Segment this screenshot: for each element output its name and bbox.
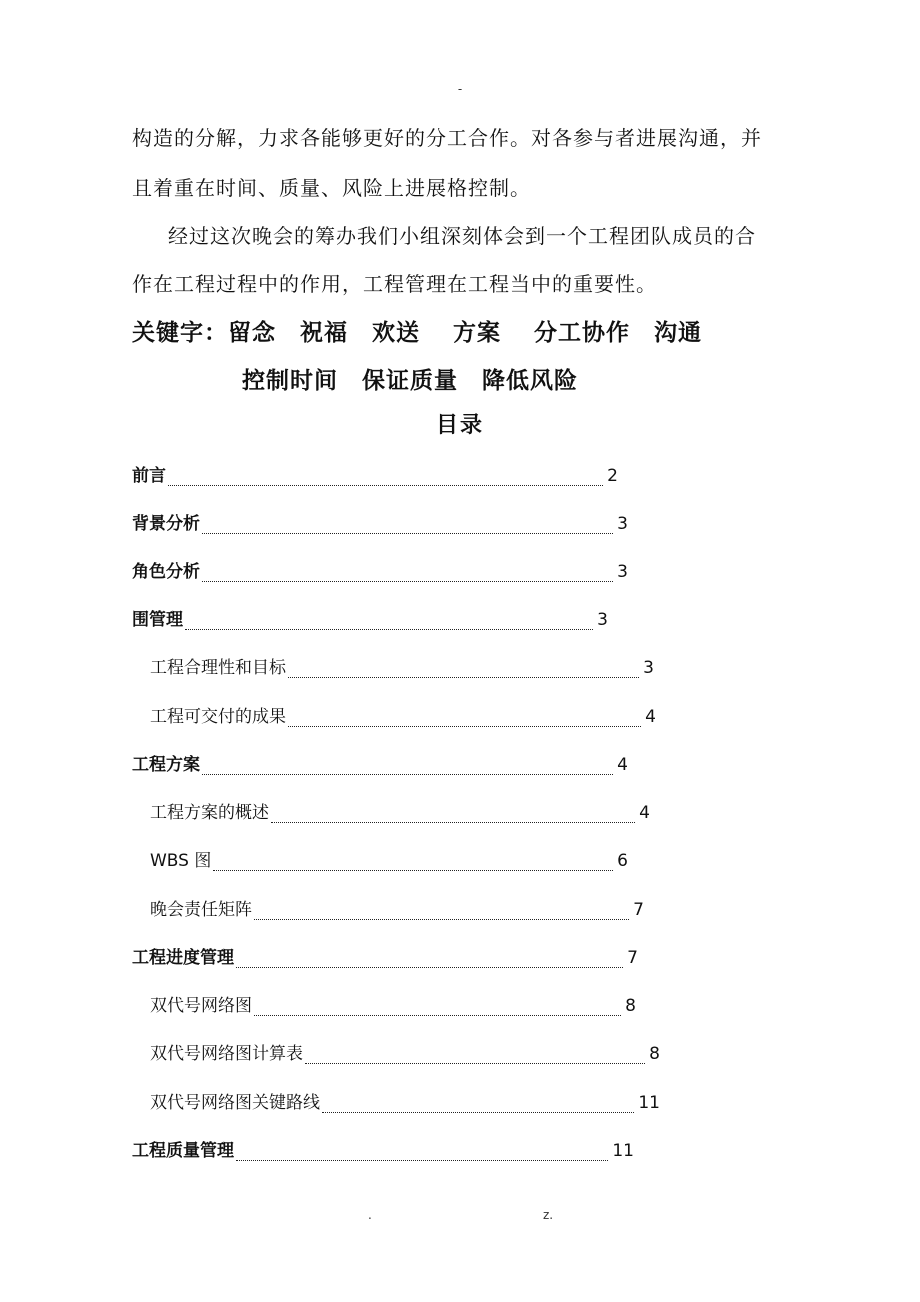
- toc-entry[interactable]: [150, 1039, 660, 1063]
- keywords-line: 控制时间 保证质量 降低风险: [242, 368, 578, 394]
- toc-leader-dots: [288, 661, 639, 678]
- toc-entry[interactable]: [150, 798, 650, 822]
- toc-leader-dots: [213, 854, 613, 871]
- toc-leader-dots: [202, 565, 613, 582]
- toc-leader-dots: [236, 1144, 608, 1161]
- toc-entry[interactable]: [150, 846, 628, 870]
- toc-entry[interactable]: [150, 895, 644, 919]
- footer-left-mark: .: [368, 1208, 372, 1222]
- body-paragraph-line: 构造的分解，力求各能够更好的分工合作。对各参与者进展沟通，并: [132, 126, 762, 150]
- toc-entry[interactable]: [150, 1088, 660, 1112]
- toc-entry-label: 角色分析: [132, 562, 200, 582]
- toc-entry-page: 3: [617, 514, 628, 534]
- toc-leader-dots: [288, 710, 641, 727]
- toc-entry[interactable]: [132, 943, 638, 967]
- toc-entry-page: 11: [638, 1093, 660, 1113]
- toc-entry[interactable]: [150, 653, 654, 677]
- toc-entry-label: 工程方案: [132, 755, 200, 775]
- body-paragraph-line: 且着重在时间、质量、风险上进展格控制。: [132, 176, 531, 200]
- toc-entry-page: 3: [617, 562, 628, 582]
- toc-entry[interactable]: [132, 605, 608, 629]
- toc-entry-page: 8: [649, 1044, 660, 1064]
- toc-title: 目录: [435, 413, 484, 438]
- toc-leader-dots: [305, 1047, 645, 1064]
- toc-leader-dots: [168, 469, 603, 486]
- toc-leader-dots: [236, 951, 623, 968]
- toc-entry-page: 7: [627, 948, 638, 968]
- toc-entry-label: 前言: [132, 466, 166, 486]
- toc-entry[interactable]: [132, 557, 628, 581]
- toc-entry-page: 2: [607, 466, 618, 486]
- toc-entry-label: 工程质量管理: [132, 1141, 234, 1161]
- toc-entry-page: 6: [617, 851, 628, 871]
- toc-leader-dots: [202, 758, 613, 775]
- toc-entry-label: 工程进度管理: [132, 948, 234, 968]
- toc-entry-label: 晚会责任矩阵: [150, 900, 252, 920]
- toc-entry-page: 7: [633, 900, 644, 920]
- toc-entry-page: 3: [597, 610, 608, 630]
- toc-entry[interactable]: [132, 461, 618, 485]
- toc-entry[interactable]: [150, 991, 636, 1015]
- toc-entry[interactable]: [132, 750, 628, 774]
- footer-right-mark: z.: [543, 1208, 554, 1222]
- toc-leader-dots: [254, 999, 621, 1016]
- toc-entry-label: 工程合理性和目标: [150, 658, 286, 678]
- toc-entry-label: 双代号网络图: [150, 996, 252, 1016]
- toc-entry-label: 双代号网络图关键路线: [150, 1093, 320, 1113]
- toc-entry-page: 4: [617, 755, 628, 775]
- toc-entry-label: 工程可交付的成果: [150, 707, 286, 727]
- toc-entry-label: 双代号网络图计算表: [150, 1044, 303, 1064]
- toc-entry[interactable]: [132, 509, 628, 533]
- toc-leader-dots: [254, 903, 629, 920]
- toc-leader-dots: [271, 806, 635, 823]
- toc-entry-page: 3: [643, 658, 654, 678]
- toc-entry[interactable]: [132, 1136, 634, 1160]
- body-paragraph-line: 经过这次晚会的筹办我们小组深刻体会到一个工程团队成员的合: [168, 224, 756, 248]
- body-paragraph-line: 作在工程过程中的作用，工程管理在工程当中的重要性。: [132, 272, 657, 296]
- toc-entry-page: 11: [612, 1141, 634, 1161]
- toc-entry-label: 背景分析: [132, 514, 200, 534]
- toc-entry[interactable]: [150, 702, 656, 726]
- toc-leader-dots: [202, 517, 613, 534]
- toc-entry-page: 4: [639, 803, 650, 823]
- toc-entry-page: 8: [625, 996, 636, 1016]
- keywords-line: 关键字：留念 祝福 欢送 方案 分工协作 沟通: [132, 320, 703, 346]
- toc-leader-dots: [185, 613, 593, 630]
- toc-leader-dots: [322, 1096, 634, 1113]
- toc-entry-page: 4: [645, 707, 656, 727]
- toc-entry-label: 工程方案的概述: [150, 803, 269, 823]
- toc-entry-label: WBS 图: [150, 851, 212, 871]
- header-mark: -: [457, 82, 463, 96]
- toc-entry-label: 围管理: [132, 610, 183, 630]
